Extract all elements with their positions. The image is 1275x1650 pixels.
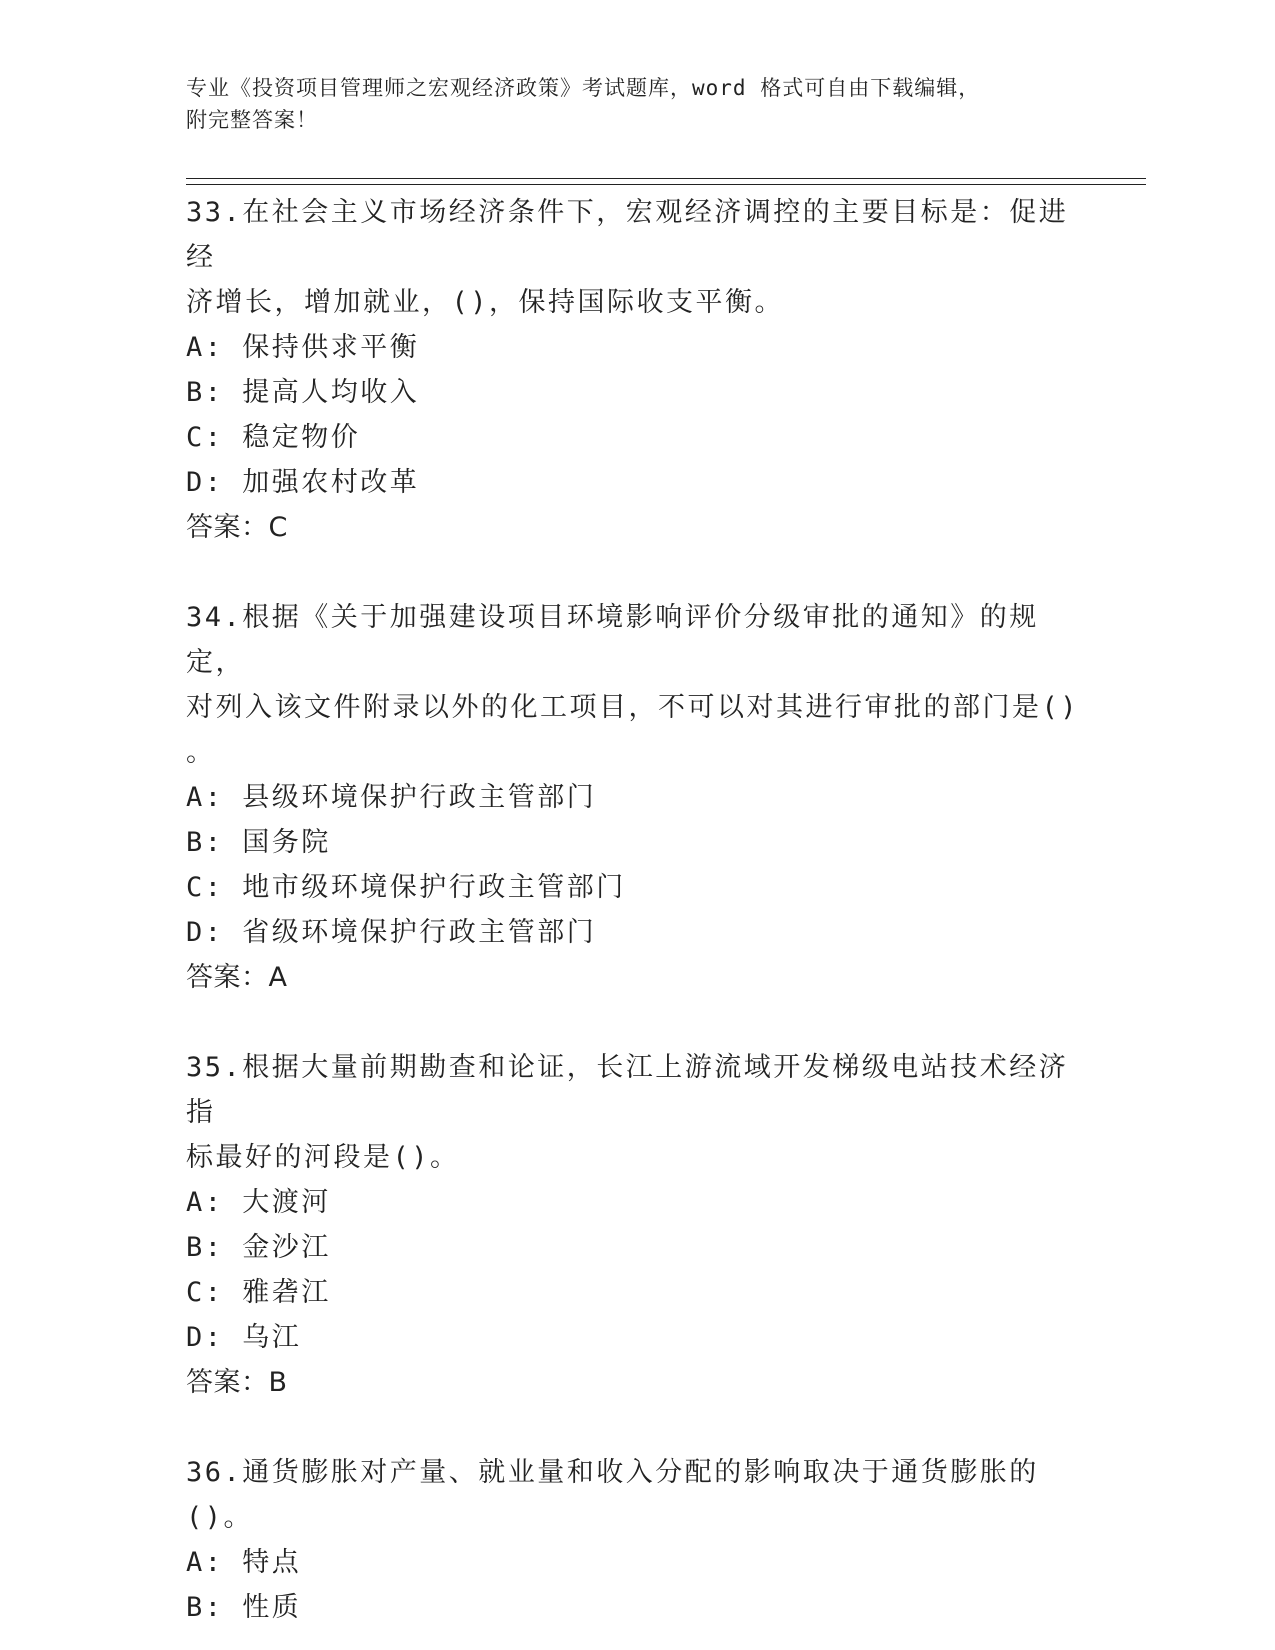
header-line-1: 专业《投资项目管理师之宏观经济政策》考试题库，word 格式可自由下载编辑， [186, 76, 981, 100]
option-b: B: 提高人均收入 [186, 377, 420, 408]
option-b: B: 国务院 [186, 827, 331, 858]
question-list [186, 190, 1086, 1630]
answer-label: 答案：A [186, 962, 288, 993]
question-spacer [186, 1405, 1086, 1450]
document-header [186, 72, 1086, 136]
option-b: B: 性质 [186, 1592, 302, 1623]
question-stem-line: 济增长，增加就业，()，保持国际收支平衡。 [186, 287, 785, 318]
option-a: A: 大渡河 [186, 1187, 331, 1218]
question-stem-line: 36.通货膨胀对产量、就业量和收入分配的影响取决于通货膨胀的()。 [186, 1457, 1039, 1533]
question-33 [186, 190, 1086, 550]
option-d: D: 省级环境保护行政主管部门 [186, 917, 597, 948]
question-spacer [186, 550, 1086, 595]
option-a: A: 特点 [186, 1547, 302, 1578]
option-c: C: 雅砻江 [186, 1277, 331, 1308]
option-c: C: 稳定物价 [186, 422, 361, 453]
question-35 [186, 1045, 1086, 1405]
question-36 [186, 1450, 1086, 1630]
option-d: D: 加强农村改革 [186, 467, 420, 498]
header-line-2: 附完整答案！ [186, 108, 318, 132]
option-a: A: 保持供求平衡 [186, 332, 420, 363]
header-rule-bottom [186, 184, 1146, 185]
question-stem-line: 35.根据大量前期勘查和论证，长江上游流域开发梯级电站技术经济指 [186, 1052, 1069, 1128]
option-a: A: 县级环境保护行政主管部门 [186, 782, 597, 813]
question-stem-line: 33.在社会主义市场经济条件下，宏观经济调控的主要目标是：促进经 [186, 197, 1069, 273]
answer-label: 答案：B [186, 1367, 288, 1398]
option-d: D: 乌江 [186, 1322, 302, 1353]
question-stem-line: 对列入该文件附录以外的化工项目，不可以对其进行审批的部门是() [186, 692, 1080, 723]
option-b: B: 金沙江 [186, 1232, 331, 1263]
answer-label: 答案：C [186, 512, 288, 543]
question-stem-line: 34.根据《关于加强建设项目环境影响评价分级审批的通知》的规定， [186, 602, 1039, 678]
option-c: C: 地市级环境保护行政主管部门 [186, 872, 626, 903]
question-spacer [186, 1000, 1086, 1045]
question-stem-line: 标最好的河段是()。 [186, 1142, 460, 1173]
question-stem-line: 。 [186, 737, 216, 768]
question-34 [186, 595, 1086, 1000]
header-rule-top [186, 178, 1146, 179]
